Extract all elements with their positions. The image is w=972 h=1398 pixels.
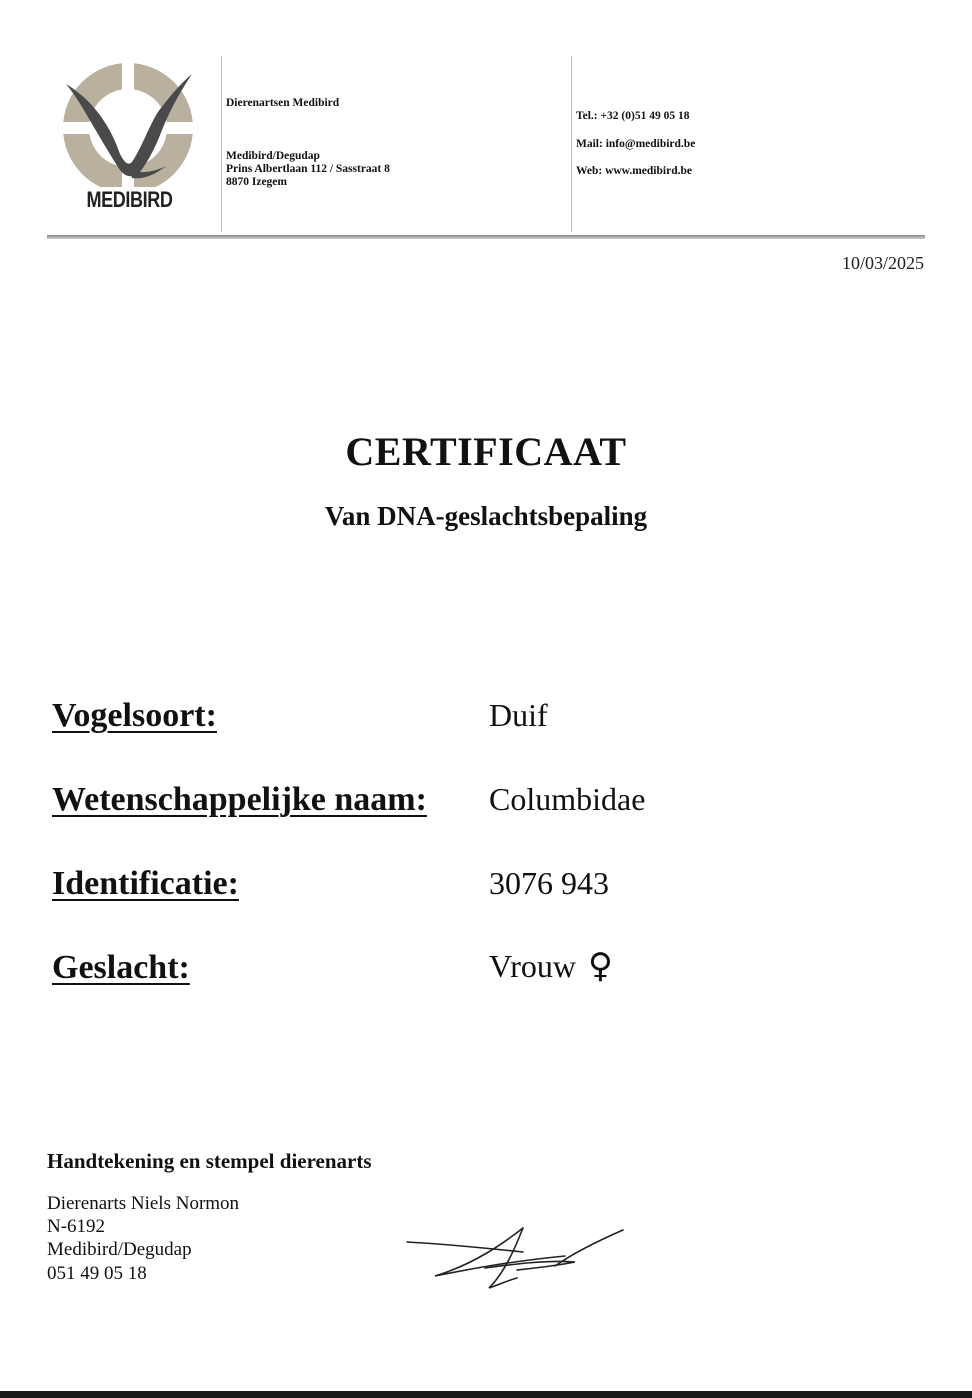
- female-icon: ♀: [587, 946, 613, 986]
- vet-phone: 051 49 05 18: [47, 1263, 147, 1284]
- practice-name: Dierenartsen Medibird: [226, 97, 340, 109]
- vet-name: Dierenarts Niels Normon: [47, 1193, 240, 1214]
- certificate-date: 10/03/2025: [841, 253, 924, 273]
- logo-wordmark: MEDIBIRD: [86, 187, 173, 212]
- field-label-species: Vogelsoort:: [52, 697, 217, 734]
- header-divider-right: [571, 56, 572, 232]
- vet-practice: Medibird/Degudap: [47, 1239, 192, 1260]
- certificate-subtitle: Van DNA-geslachtsbepaling: [324, 501, 648, 531]
- vet-registration: N-6192: [47, 1216, 106, 1237]
- field-label-identification: Identificatie:: [52, 865, 239, 902]
- signature-heading: Handtekening en stempel dierenarts: [47, 1149, 372, 1173]
- header-divider-left: [221, 56, 222, 232]
- header-rule: [47, 235, 925, 239]
- address-line: 8870 Izegem: [226, 176, 287, 188]
- practice-address: [226, 150, 390, 189]
- contact-tel: Tel.: +32 (0)51 49 05 18: [576, 110, 690, 122]
- certificate-title: CERTIFICAAT: [345, 429, 627, 474]
- field-value-sex-row: [489, 946, 613, 986]
- field-value-scientific-name: Columbidae: [489, 781, 646, 817]
- address-line: Medibird/Degudap: [226, 150, 320, 162]
- field-value-sex: Vrouw: [489, 948, 576, 984]
- field-label-scientific-name: Wetenschappelijke naam:: [52, 781, 427, 818]
- contact-mail: Mail: info@medibird.be: [576, 138, 696, 150]
- address-line: Prins Albertlaan 112 / Sasstraat 8: [226, 163, 390, 175]
- field-value-species: Duif: [489, 697, 548, 733]
- handwritten-signature: [405, 1218, 630, 1298]
- bottom-bar: [0, 1391, 972, 1398]
- field-value-identification: 3076 943: [489, 865, 609, 901]
- contact-web: Web: www.medibird.be: [576, 165, 692, 177]
- field-label-sex: Geslacht:: [52, 949, 190, 986]
- bird-logo-icon: [62, 62, 197, 187]
